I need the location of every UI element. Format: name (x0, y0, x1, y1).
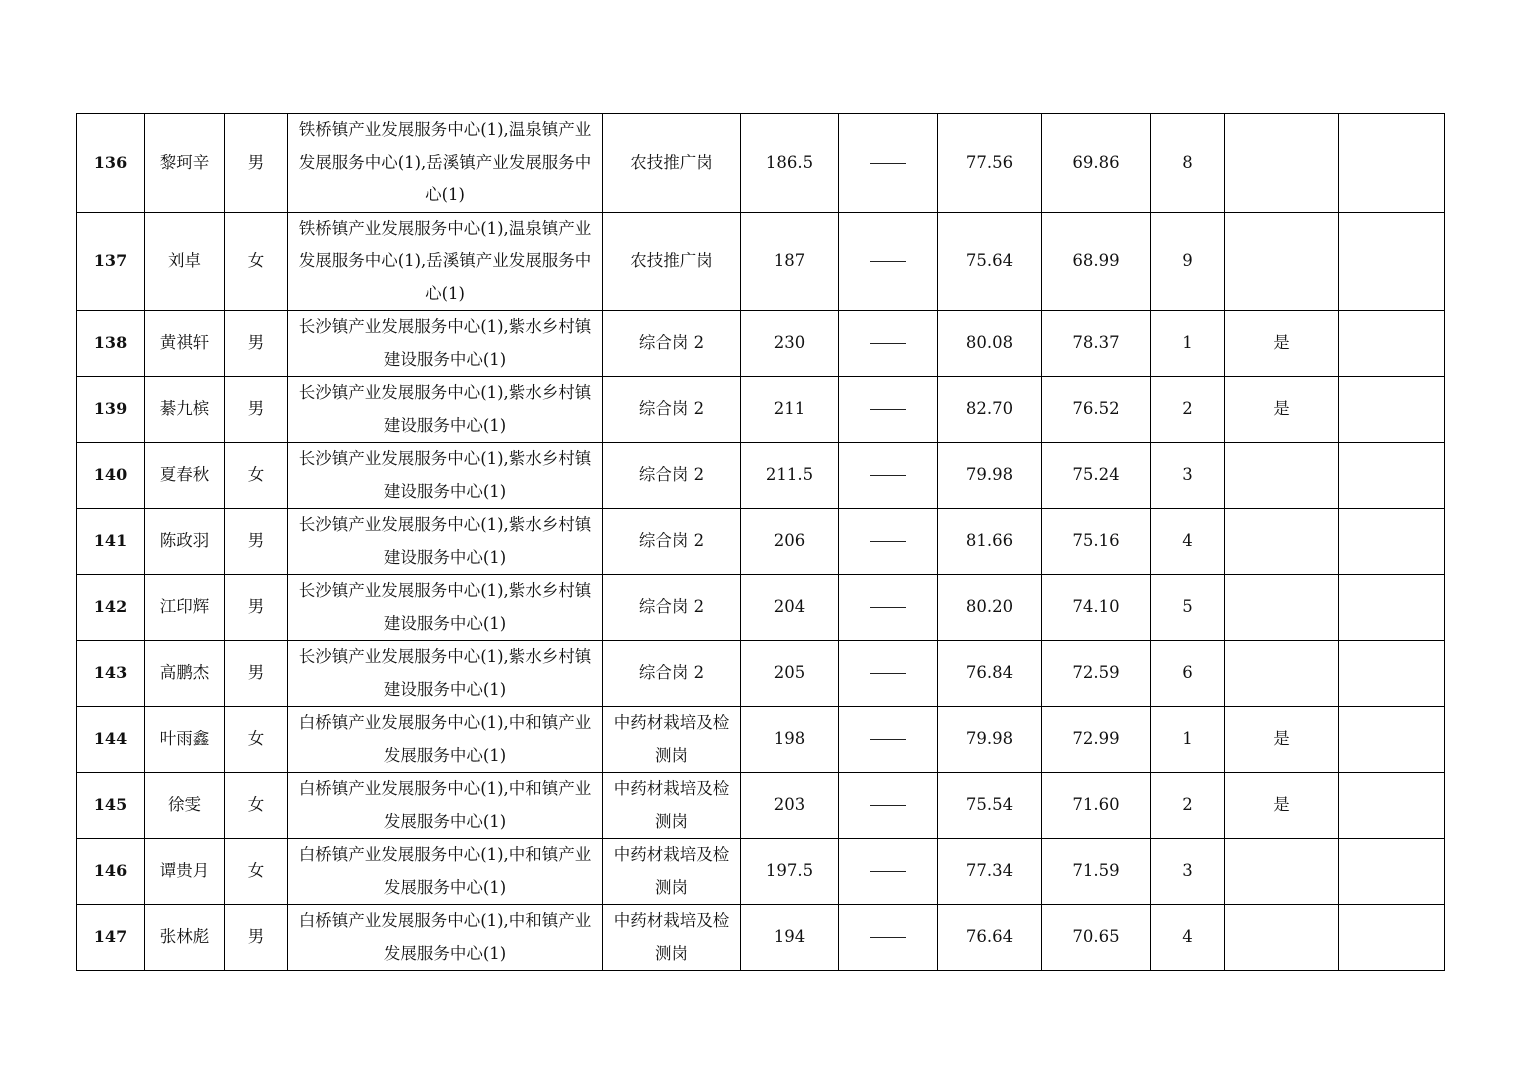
physical-exam-flag (1225, 114, 1339, 213)
dash-line-icon (870, 409, 906, 410)
interview-score: 75.54 (938, 773, 1042, 839)
rank: 4 (1151, 905, 1225, 971)
total-score: 69.86 (1042, 114, 1151, 213)
interview-score: 77.56 (938, 114, 1042, 213)
dash-mark (839, 443, 938, 509)
row-number: 141 (77, 509, 145, 575)
candidate-name: 叶雨鑫 (145, 707, 225, 773)
post-name: 中药材栽培及检测岗 (603, 839, 741, 905)
remark (1339, 905, 1445, 971)
dash-line-icon (870, 739, 906, 740)
row-number: 145 (77, 773, 145, 839)
row-number: 143 (77, 641, 145, 707)
total-score: 78.37 (1042, 311, 1151, 377)
table-row (77, 443, 1445, 509)
post-name: 农技推广岗 (603, 114, 741, 213)
physical-exam-flag: 是 (1225, 773, 1339, 839)
post-name: 中药材栽培及检测岗 (603, 707, 741, 773)
written-score: 186.5 (741, 114, 839, 213)
remark (1339, 707, 1445, 773)
row-number: 146 (77, 839, 145, 905)
gender: 女 (225, 839, 288, 905)
candidate-name: 谭贵月 (145, 839, 225, 905)
row-number: 138 (77, 311, 145, 377)
rank: 2 (1151, 773, 1225, 839)
gender: 男 (225, 311, 288, 377)
gender: 女 (225, 212, 288, 311)
post-name: 综合岗 2 (603, 575, 741, 641)
unit-name: 铁桥镇产业发展服务中心(1),温泉镇产业发展服务中心(1),岳溪镇产业发展服务中心(1) (288, 212, 603, 311)
row-number: 136 (77, 114, 145, 213)
post-name: 综合岗 2 (603, 641, 741, 707)
unit-name: 长沙镇产业发展服务中心(1),紫水乡村镇建设服务中心(1) (288, 509, 603, 575)
dash-mark (839, 311, 938, 377)
gender: 男 (225, 575, 288, 641)
rank: 5 (1151, 575, 1225, 641)
rank: 9 (1151, 212, 1225, 311)
physical-exam-flag (1225, 443, 1339, 509)
remark (1339, 509, 1445, 575)
total-score: 68.99 (1042, 212, 1151, 311)
written-score: 194 (741, 905, 839, 971)
rank: 2 (1151, 377, 1225, 443)
dash-mark (839, 905, 938, 971)
post-name: 农技推广岗 (603, 212, 741, 311)
table-row (77, 839, 1445, 905)
gender: 男 (225, 905, 288, 971)
table-row (77, 641, 1445, 707)
gender: 男 (225, 114, 288, 213)
table-body (77, 114, 1445, 971)
written-score: 197.5 (741, 839, 839, 905)
dash-mark (839, 114, 938, 213)
unit-name: 长沙镇产业发展服务中心(1),紫水乡村镇建设服务中心(1) (288, 311, 603, 377)
remark (1339, 773, 1445, 839)
physical-exam-flag (1225, 839, 1339, 905)
post-name: 综合岗 2 (603, 443, 741, 509)
post-name: 综合岗 2 (603, 311, 741, 377)
post-name: 中药材栽培及检测岗 (603, 905, 741, 971)
post-name: 综合岗 2 (603, 509, 741, 575)
candidate-name: 刘卓 (145, 212, 225, 311)
rank: 1 (1151, 707, 1225, 773)
unit-name: 长沙镇产业发展服务中心(1),紫水乡村镇建设服务中心(1) (288, 443, 603, 509)
remark (1339, 377, 1445, 443)
candidate-name: 陈政羽 (145, 509, 225, 575)
rank: 3 (1151, 839, 1225, 905)
table-row (77, 905, 1445, 971)
total-score: 71.60 (1042, 773, 1151, 839)
interview-score: 81.66 (938, 509, 1042, 575)
physical-exam-flag (1225, 641, 1339, 707)
unit-name: 长沙镇产业发展服务中心(1),紫水乡村镇建设服务中心(1) (288, 641, 603, 707)
dash-mark (839, 212, 938, 311)
rank: 8 (1151, 114, 1225, 213)
physical-exam-flag (1225, 212, 1339, 311)
post-name: 综合岗 2 (603, 377, 741, 443)
interview-score: 82.70 (938, 377, 1042, 443)
dash-mark (839, 377, 938, 443)
total-score: 76.52 (1042, 377, 1151, 443)
unit-name: 白桥镇产业发展服务中心(1),中和镇产业发展服务中心(1) (288, 839, 603, 905)
dash-mark (839, 773, 938, 839)
dash-line-icon (870, 541, 906, 542)
row-number: 147 (77, 905, 145, 971)
candidate-name: 夏春秋 (145, 443, 225, 509)
interview-score: 79.98 (938, 443, 1042, 509)
remark (1339, 311, 1445, 377)
physical-exam-flag (1225, 509, 1339, 575)
rank: 1 (1151, 311, 1225, 377)
interview-score: 79.98 (938, 707, 1042, 773)
candidate-name: 綦九槟 (145, 377, 225, 443)
unit-name: 白桥镇产业发展服务中心(1),中和镇产业发展服务中心(1) (288, 773, 603, 839)
table-row (77, 377, 1445, 443)
dash-mark (839, 707, 938, 773)
dash-mark (839, 509, 938, 575)
table-row (77, 509, 1445, 575)
dash-mark (839, 641, 938, 707)
written-score: 205 (741, 641, 839, 707)
written-score: 198 (741, 707, 839, 773)
written-score: 204 (741, 575, 839, 641)
gender: 男 (225, 377, 288, 443)
gender: 女 (225, 707, 288, 773)
unit-name: 长沙镇产业发展服务中心(1),紫水乡村镇建设服务中心(1) (288, 377, 603, 443)
total-score: 70.65 (1042, 905, 1151, 971)
interview-score: 76.84 (938, 641, 1042, 707)
dash-line-icon (870, 805, 906, 806)
physical-exam-flag: 是 (1225, 311, 1339, 377)
remark (1339, 114, 1445, 213)
table-row (77, 575, 1445, 641)
unit-name: 铁桥镇产业发展服务中心(1),温泉镇产业发展服务中心(1),岳溪镇产业发展服务中心(1) (288, 114, 603, 213)
physical-exam-flag (1225, 905, 1339, 971)
dash-line-icon (870, 163, 906, 164)
interview-score: 77.34 (938, 839, 1042, 905)
written-score: 187 (741, 212, 839, 311)
physical-exam-flag: 是 (1225, 707, 1339, 773)
table-row (77, 212, 1445, 311)
table-row (77, 114, 1445, 213)
dash-line-icon (870, 673, 906, 674)
interview-score: 80.08 (938, 311, 1042, 377)
gender: 男 (225, 641, 288, 707)
remark (1339, 641, 1445, 707)
gender: 女 (225, 773, 288, 839)
candidate-name: 徐雯 (145, 773, 225, 839)
post-name: 中药材栽培及检测岗 (603, 773, 741, 839)
physical-exam-flag (1225, 575, 1339, 641)
dash-line-icon (870, 871, 906, 872)
written-score: 211.5 (741, 443, 839, 509)
interview-score: 80.20 (938, 575, 1042, 641)
rank: 3 (1151, 443, 1225, 509)
table-row (77, 773, 1445, 839)
rank: 4 (1151, 509, 1225, 575)
interview-score: 75.64 (938, 212, 1042, 311)
row-number: 140 (77, 443, 145, 509)
row-number: 139 (77, 377, 145, 443)
total-score: 74.10 (1042, 575, 1151, 641)
interview-score: 76.64 (938, 905, 1042, 971)
results-table (76, 113, 1445, 971)
written-score: 211 (741, 377, 839, 443)
candidate-name: 高鹏杰 (145, 641, 225, 707)
total-score: 72.59 (1042, 641, 1151, 707)
gender: 男 (225, 509, 288, 575)
dash-line-icon (870, 937, 906, 938)
dash-line-icon (870, 343, 906, 344)
dash-line-icon (870, 261, 906, 262)
row-number: 142 (77, 575, 145, 641)
remark (1339, 839, 1445, 905)
candidate-name: 张林彪 (145, 905, 225, 971)
unit-name: 白桥镇产业发展服务中心(1),中和镇产业发展服务中心(1) (288, 707, 603, 773)
dash-line-icon (870, 607, 906, 608)
candidate-name: 黎珂辛 (145, 114, 225, 213)
rank: 6 (1151, 641, 1225, 707)
row-number: 137 (77, 212, 145, 311)
physical-exam-flag: 是 (1225, 377, 1339, 443)
candidate-name: 江印辉 (145, 575, 225, 641)
total-score: 75.24 (1042, 443, 1151, 509)
remark (1339, 212, 1445, 311)
total-score: 75.16 (1042, 509, 1151, 575)
table-row (77, 707, 1445, 773)
total-score: 72.99 (1042, 707, 1151, 773)
candidate-name: 黄祺轩 (145, 311, 225, 377)
unit-name: 白桥镇产业发展服务中心(1),中和镇产业发展服务中心(1) (288, 905, 603, 971)
unit-name: 长沙镇产业发展服务中心(1),紫水乡村镇建设服务中心(1) (288, 575, 603, 641)
written-score: 203 (741, 773, 839, 839)
remark (1339, 575, 1445, 641)
table-row (77, 311, 1445, 377)
total-score: 71.59 (1042, 839, 1151, 905)
row-number: 144 (77, 707, 145, 773)
dash-mark (839, 839, 938, 905)
dash-line-icon (870, 475, 906, 476)
written-score: 206 (741, 509, 839, 575)
gender: 女 (225, 443, 288, 509)
written-score: 230 (741, 311, 839, 377)
remark (1339, 443, 1445, 509)
dash-mark (839, 575, 938, 641)
